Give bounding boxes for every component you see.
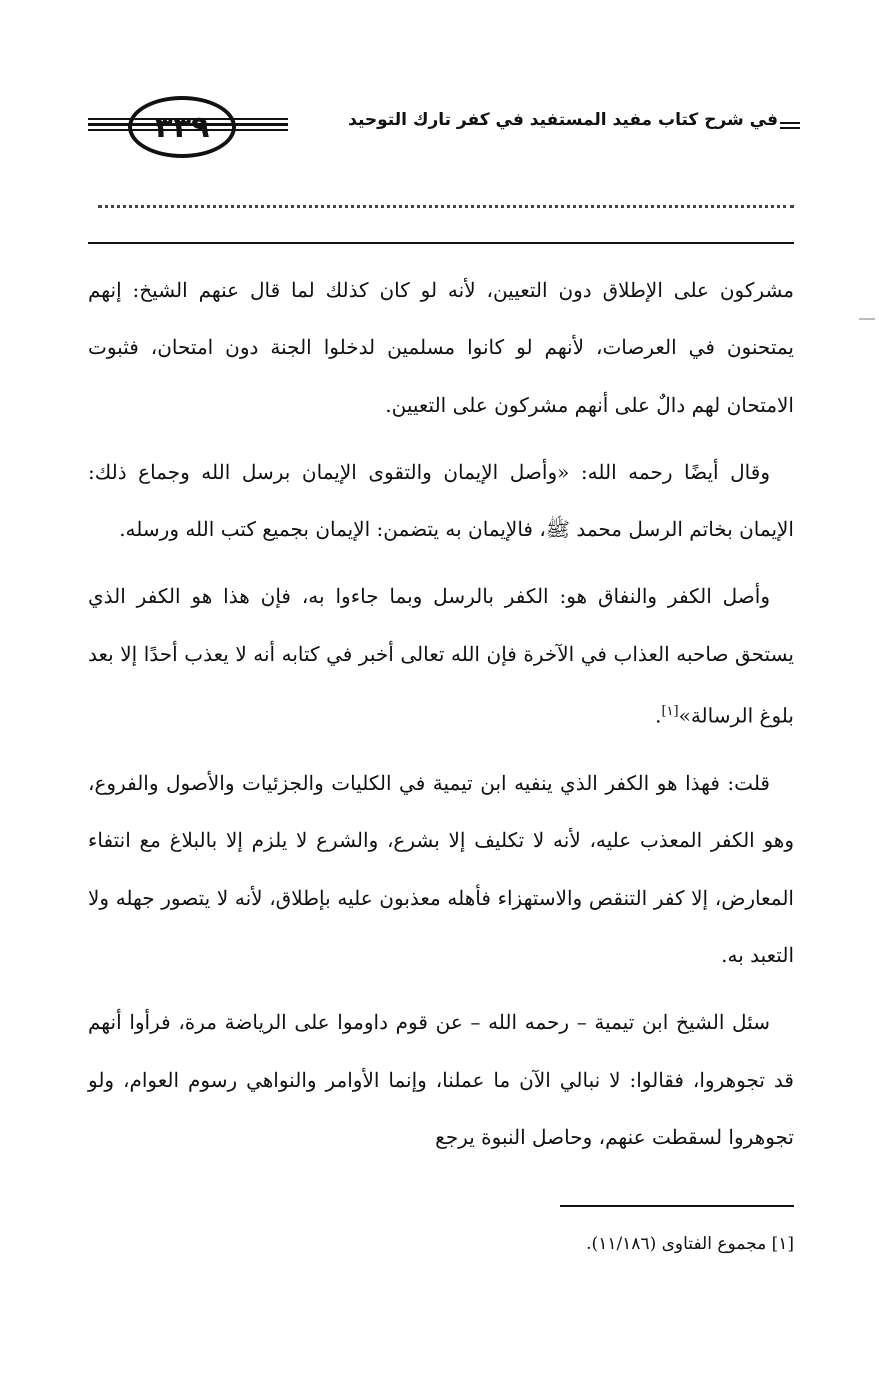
paragraph: قلت: فهذا هو الكفر الذي ينفيه ابن تيمية في الكليات والجزئيات والأصول والفروع، وهو الكفر المعذب عليه، لأنه لا تكليف إلا بشرع، والشرع لا يلزم إلا بالبلاغ مع انتفاء المعارض، إلا كفر التنقص والاستهزاء فأهله معذبون عليه بإطلاق، لأنه لا يتصور جهله ولا التعبد به. [88, 771, 794, 967]
paragraph [88, 568, 794, 745]
footnote-rule [560, 1205, 794, 1207]
paragraph-text: وأصل الكفر والنفاق هو: الكفر بالرسل وبما جاءوا به، فإن هذا هو الكفر الذي يستحق صاحبه العذاب في الآخرة فإن الله تعالى أخبر في كتابه أنه لا يعذب أحدًا إلا بعد بلوغ الرسالة» [88, 584, 794, 728]
page-header [88, 92, 800, 172]
page-number-badge: ٣٣٩ [128, 96, 236, 158]
paragraph: مشركون على الإطلاق دون التعيين، لأنه لو كان كذلك لما قال عنهم الشيخ: إنهم يمتحنون في العرصات، لأنهم لو كانوا مسلمين لدخلوا الجنة دون امتحان، فثبوت الامتحان لهم دالٌ على أنهم مشركون على التعيين. [88, 278, 794, 417]
footnote-reference[interactable]: [١] [661, 704, 679, 720]
paragraph-tail: . [655, 703, 662, 728]
running-title: في شرح كتاب مفيد المستفيد في كفر تارك التوحيد [348, 110, 778, 130]
paragraph: وقال أيضًا رحمه الله: «وأصل الإيمان والتقوى الإيمان برسل الله وجماع ذلك: الإيمان بخاتم الرسل محمد ﷺ، فالإيمان به يتضمن: الإيمان بجميع كتب الله ورسله. [88, 459, 794, 542]
paragraph: سئل الشيخ ابن تيمية – رحمه الله – عن قوم داوموا على الرياضة مرة، فرأوا أنهم قد تجوهروا، فقالوا: لا نبالي الآن ما عملنا، وإنما الأوامر والنواهي رسوم العوام، ولو تجوهروا لسقطت عنهم، وحاصل النبوة يرجع [88, 1010, 794, 1149]
header-ornament-rule-right [780, 122, 800, 132]
header-rule [88, 242, 794, 244]
dotted-separator [98, 205, 794, 208]
page-body [88, 262, 794, 1176]
footnote: [١] مجموع الفتاوى (١١/١٨٦). [586, 1234, 794, 1254]
margin-mark [859, 318, 875, 320]
